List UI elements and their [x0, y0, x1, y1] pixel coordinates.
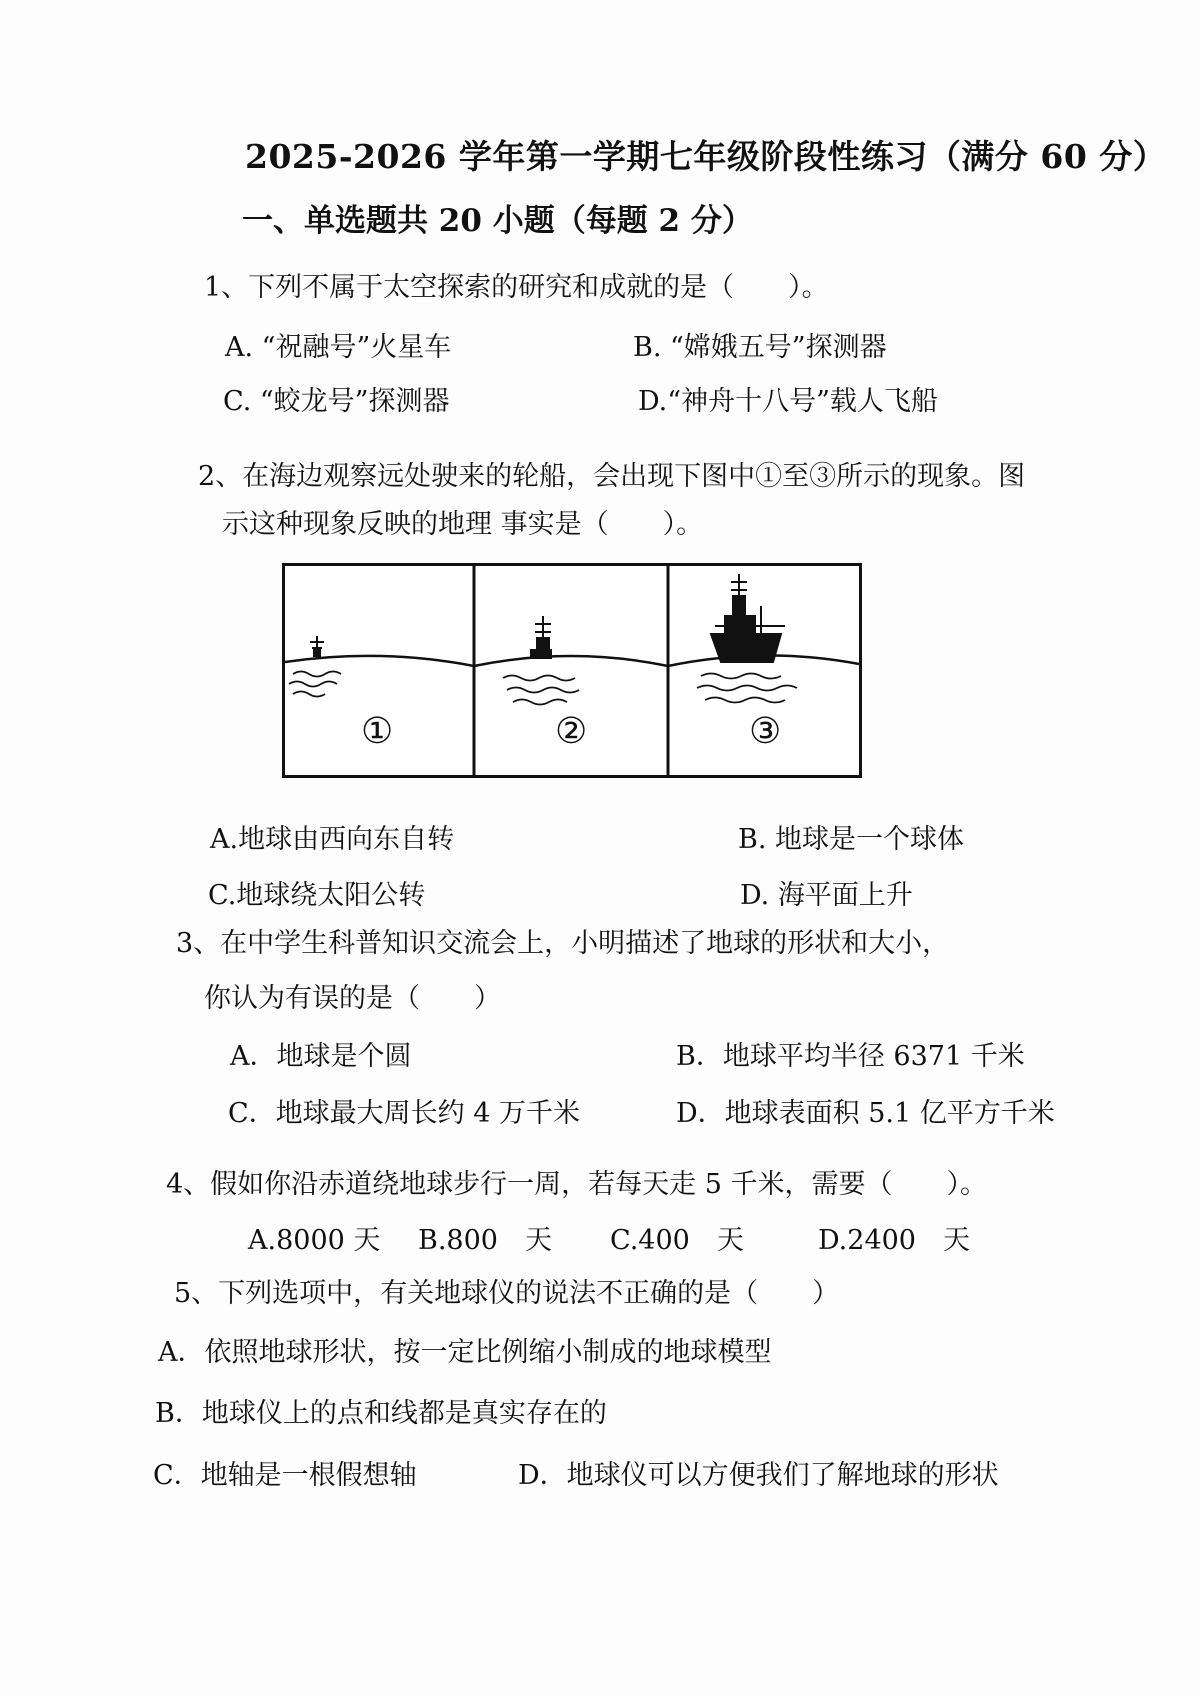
waves-icon: [289, 672, 341, 697]
question-2-stem-line1: 2、在海边观察远处驶来的轮船，会出现下图中①至③所示的现象。图: [198, 461, 1026, 492]
question-1-option-d: D.“神舟十八号”载人飞船: [638, 386, 938, 417]
question-4-option-c: C.400 天: [610, 1225, 744, 1256]
question-5-option-b: B．地球仪上的点和线都是真实存在的: [155, 1398, 607, 1429]
question-2-option-c: C.地球绕太阳公转: [208, 880, 426, 911]
question-1-option-c: C. “蛟龙号”探测器: [223, 386, 450, 417]
question-4-option-d: D.2400 天: [818, 1225, 970, 1256]
ship-horizon-figure: [282, 563, 862, 778]
figure-label-3: ③: [749, 711, 782, 752]
question-3-option-c: C．地球最大周长约 4 万千米: [228, 1098, 581, 1129]
ship-mast-tip-icon: [310, 636, 324, 656]
question-2-option-b: B. 地球是一个球体: [738, 824, 965, 855]
question-4-option-b: B.800 天: [418, 1225, 552, 1256]
question-5-stem: 5、下列选项中，有关地球仪的说法不正确的是（ ）: [174, 1278, 840, 1309]
horizon-curve-2: [474, 656, 668, 666]
question-3-option-d: D．地球表面积 5.1 亿平方千米: [676, 1098, 1055, 1129]
question-2-stem-line2: 示这种现象反映的地理 事实是（ ）。: [222, 509, 704, 540]
question-2-option-d: D. 海平面上升: [740, 880, 913, 911]
question-3-option-b: B．地球平均半径 6371 千米: [676, 1041, 1025, 1072]
ship-upper-half-icon: [531, 616, 551, 658]
question-5-option-a: A．依照地球形状，按一定比例缩小制成的地球模型: [158, 1337, 772, 1368]
section-heading: 一、单选题共 20 小题（每题 2 分）: [242, 203, 753, 239]
question-3-option-a: A．地球是个圆: [230, 1041, 412, 1072]
question-3-stem-line1: 3、在中学生科普知识交流会上，小明描述了地球的形状和大小，: [176, 928, 950, 959]
waves-icon: [697, 674, 797, 703]
horizon-curve-1: [285, 656, 474, 666]
question-1-option-a: A. “祝融号”火星车: [225, 332, 452, 363]
figure-label-1: ①: [361, 711, 394, 752]
question-5-option-c: C．地轴是一根假想轴: [153, 1460, 417, 1491]
waves-icon: [503, 676, 579, 705]
figure-label-2: ②: [555, 711, 588, 752]
question-2-option-a: A.地球由西向东自转: [210, 824, 455, 855]
question-1-stem: 1、下列不属于太空探索的研究和成就的是（ ）。: [204, 272, 829, 303]
question-4-option-a: A.8000 天: [248, 1225, 381, 1256]
exam-title: 2025-2026 学年第一学期七年级阶段性练习（满分 60 分）: [245, 137, 1167, 176]
question-5-option-d: D．地球仪可以方便我们了解地球的形状: [518, 1460, 999, 1491]
full-ship-icon: [711, 574, 785, 662]
question-4-stem: 4、假如你沿赤道绕地球步行一周，若每天走 5 千米，需要（ ）。: [166, 1169, 988, 1200]
question-3-stem-line2: 你认为有误的是（ ）: [204, 983, 501, 1014]
question-1-option-b: B. “嫦娥五号”探测器: [633, 332, 887, 363]
